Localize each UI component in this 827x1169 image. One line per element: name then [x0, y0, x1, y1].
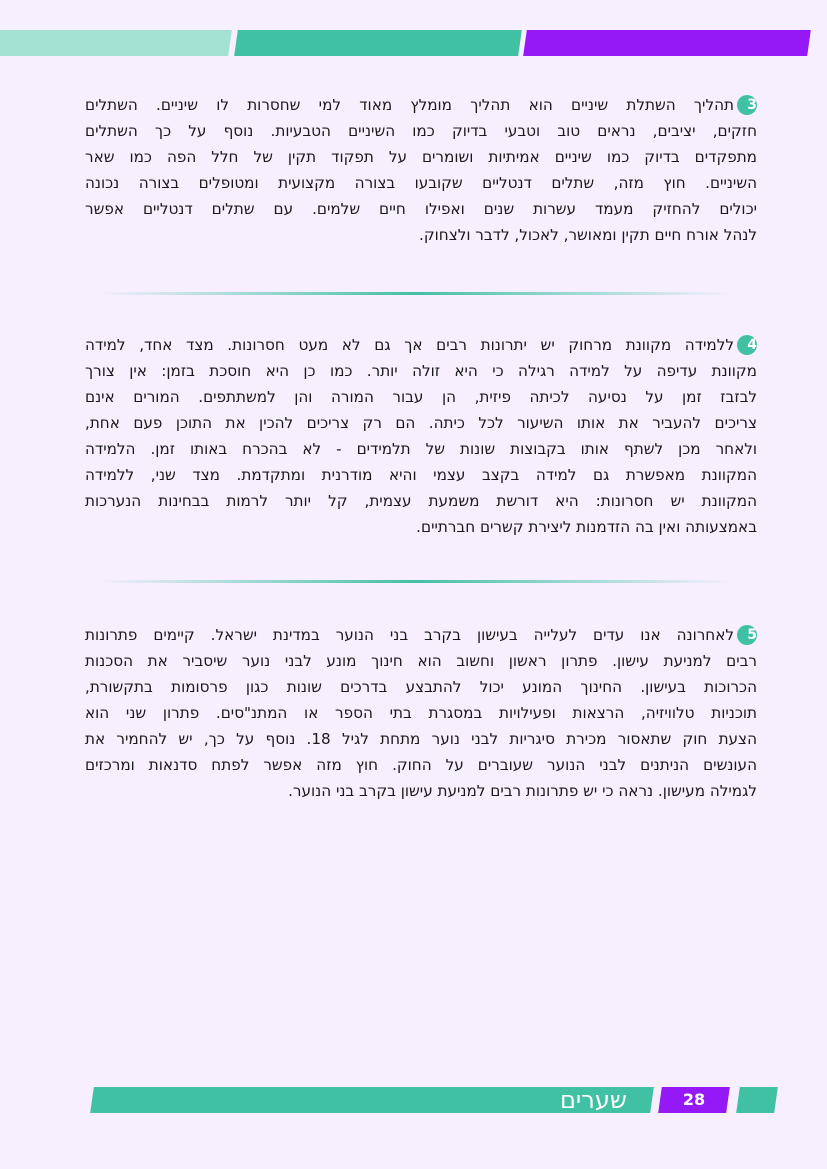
footer-title: שערים [560, 1086, 627, 1114]
paragraph-line [85, 622, 757, 648]
line-text: יכולים להחזיק מעמד עשרות שנים ואפילו חיים שלמים. עם שתלים דנטליים אפשר [85, 200, 757, 218]
paragraph-line [85, 92, 757, 118]
paragraph-line [85, 332, 757, 358]
divider [100, 580, 730, 583]
line-text: השיניים. חוץ מזה, שתלים דנטליים שקובעו בצורה מקצועית ומטופלים בצורה נכונה [85, 174, 757, 192]
paragraph-line [85, 222, 757, 248]
line-text: הכרוכות בעישון. החינוך המונע יכול להתבצע בדרכים שונות כגון פרסומות בתקשורת, [85, 678, 757, 696]
paragraph-line [85, 752, 757, 778]
paragraph-line [85, 700, 757, 726]
line-text: העונשים הניתנים לבני הנוער שעוברים על החוק. חוץ מזה אפשר לפתח סדנאות ומרכזים [85, 756, 757, 774]
page-number: 28 [682, 1090, 706, 1109]
paragraph-line [85, 196, 757, 222]
item-number-badge: 4 [737, 335, 757, 355]
item-number-badge: 5 [737, 625, 757, 645]
paragraph-3 [85, 92, 757, 248]
line-text: המקוונת מאפשרת גם למידה בקצב עצמי והיא מודרנית ומתקדמת. מצד שני, ללמידה [85, 466, 757, 484]
paragraph-line [85, 410, 757, 436]
paragraph-line [85, 144, 757, 170]
line-text: המקוונת יש חסרונות: היא דורשת משמעת עצמית, קל יותר לרמות בבחינות הנערכות [85, 492, 757, 510]
header-bar-teal [234, 30, 522, 56]
paragraph-line [85, 648, 757, 674]
paragraph-line [85, 436, 757, 462]
line-text: חזקים, יציבים, נראים טוב וטבעי בדיוק כמו השיניים הטבעיות. נוסף על כך השתלים [85, 122, 757, 140]
line-text: מתפקדים בדיוק כמו שיניים אמיתיות ושומרים על תפקוד תקין של חלל הפה כמו שאר [85, 148, 757, 166]
paragraph-line [85, 674, 757, 700]
footer-bar-teal-small [736, 1087, 778, 1113]
line-text: באמצעותה ואין בה הזדמנות ליצירת קשרים חברתיים. [416, 518, 757, 536]
line-text: מקוונת עדיפה על למידה רגילה כי היא זולה יותר. כמו כן היא חוסכת בזמן: אין צורך [85, 362, 757, 380]
line-text: הצעת חוק שתאסור מכירת סיגריות לבני נוער מתחת לגיל 18. נוסף על כך, יש להחמיר את [85, 730, 757, 748]
paragraph-line [85, 514, 757, 540]
line-text: לגמילה מעישון. נראה כי יש פתרונות רבים למניעת עישון בקרב בני הנוער. [288, 782, 757, 800]
line-text: ללמידה מקוונת מרחוק יש יתרונות רבים אך גם לא מעט חסרונות. מצד אחד, למידה [85, 336, 734, 354]
line-text: לנהל אורח חיים תקין ומאושר, לאכול, לדבר ולצחוק. [419, 226, 757, 244]
line-text: רבים למניעת עישון. פתרון ראשון וחשוב הוא חינוך מונע לבני נוער שיסביר את הסכנות [85, 652, 757, 670]
line-text: לאחרונה אנו עדים לעלייה בעישון בקרב בני הנוער במדינת ישראל. קיימים פתרונות [85, 626, 734, 644]
paragraph-line [85, 488, 757, 514]
line-text: תהליך השתלת שיניים הוא תהליך מומלץ מאוד למי שחסרות לו שיניים. השתלים [85, 96, 734, 114]
paragraph-line [85, 778, 757, 804]
paragraph-line [85, 170, 757, 196]
paragraph-line [85, 358, 757, 384]
header-bar-light-teal [0, 30, 232, 56]
line-text: תוכניות טלוויזיה, הרצאות ופעילויות במסגרת בתי הספר או המתנ"סים. פתרון שני הוא [85, 704, 757, 722]
line-text: לבזבז זמן על נסיעה לכיתה פיזית, הן עבור המורה והן למשתתפים. המורים אינם [85, 388, 757, 406]
line-text: ולאחר מכן לשתף אותו בקבוצות שונות של תלמידים - לא בהכרח באותו זמן. הלמידה [85, 440, 757, 458]
paragraph-4 [85, 332, 757, 540]
paragraph-line [85, 462, 757, 488]
paragraph-line [85, 118, 757, 144]
paragraph-5 [85, 622, 757, 804]
paragraph-line [85, 384, 757, 410]
item-number-badge: 3 [737, 95, 757, 115]
divider [100, 292, 730, 295]
paragraph-line [85, 726, 757, 752]
header-bar-purple [523, 30, 811, 56]
line-text: צריכים להעביר את אותו השיעור לכל כיתה. הם רק צריכים להכין את התוכן פעם אחת, [85, 414, 757, 432]
